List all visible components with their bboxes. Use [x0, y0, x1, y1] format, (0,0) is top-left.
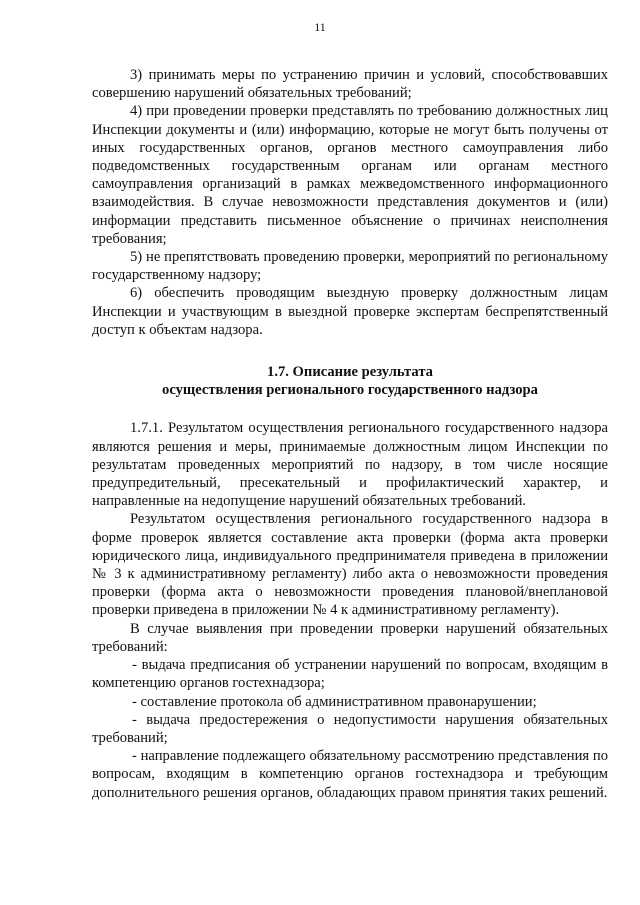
paragraph-item-6: 6) обеспечить проводящим выездную проверку должностным лицам Инспекции и участвующим в выездной проверке экспертам беспрепятственный доступ к объектам надзора. — [92, 285, 608, 338]
page-number: 11 — [314, 20, 326, 34]
section-heading-line-1: 1.7. Описание результата — [267, 364, 433, 381]
list-item: - выдача предписания об устранении нарушений по вопросам, входящим в компетенцию органов гостехнадзора; — [92, 657, 608, 692]
section-heading — [92, 363, 608, 399]
section-heading-line-2: осуществления регионального государственного надзора — [162, 382, 538, 399]
paragraph-inspection-result: Результатом осуществления регионального государственного надзора в форме проверок является составление акта проверки (форма акта проверки юридического лица, индивидуального предпринимателя приведена в приложении № 3 к административному регламенту) либо акта о невозможности проведения проверки (форма акта о невозможности проведения плановой/внеплановой проверки приведена в приложении № 4 к административному регламенту). — [92, 511, 608, 619]
list-item: - направление подлежащего обязательному рассмотрению представления по вопросам, входящим в компетенцию органов гостехнадзора и требующим дополнительного решения органов, обладающих правом принятия таких решений. — [92, 748, 608, 801]
paragraph-violations-intro: В случае выявления при проведении проверки нарушений обязательных требований: — [92, 620, 608, 655]
document-body — [92, 66, 608, 802]
paragraph-item-4: 4) при проведении проверки представлять по требованию должностных лиц Инспекции документы и (или) информацию, которые не могут быть получены от иных государственных органов, органов местного самоуправления либо подведомственных государственным органам или органам местного самоуправления организаций в рамках межведомственного информационного взаимодействия. В случае невозможности представления документов и (или) информации представить письменное объяснение о причинах неисполнения требования; — [92, 103, 608, 247]
paragraph-item-5: 5) не препятствовать проведению проверки, мероприятий по региональному государственному надзору; — [92, 249, 608, 284]
list-item: - выдача предостережения о недопустимости нарушения обязательных требований; — [92, 711, 608, 746]
paragraph-1-7-1: 1.7.1. Результатом осуществления регионального государственного надзора являются решения и меры, принимаемые должностным лицом Инспекции по результатам проведенных мероприятий по надзору, в том числе носящие предупредительный, пресекательный и профилактический характер, и направленные на недопущение нарушений обязательных требований. — [92, 420, 608, 510]
paragraph-item-3: 3) принимать меры по устранению причин и условий, способствовавших совершению нарушений обязательных требований; — [92, 67, 608, 102]
list-item: - составление протокола об административном правонарушении; — [132, 693, 537, 710]
